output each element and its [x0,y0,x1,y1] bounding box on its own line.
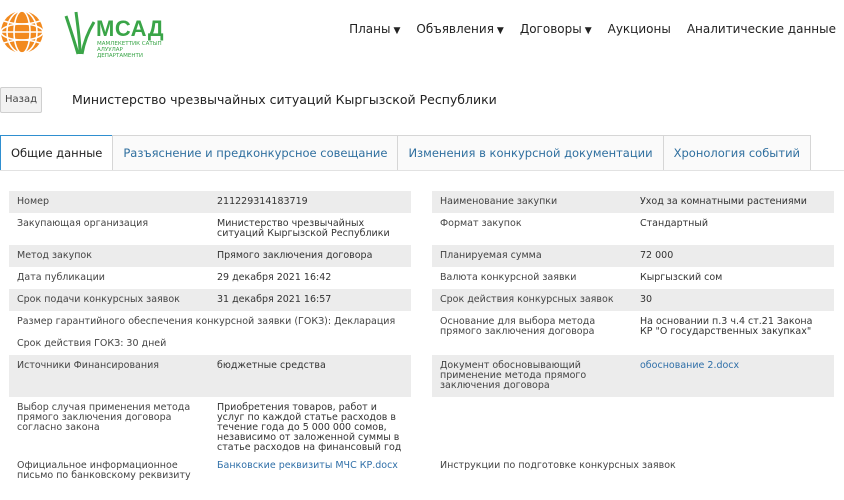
chevron-down-icon: ▼ [584,26,592,36]
label-instructions: Инструкции по подготовке конкурсных заявок [440,460,676,471]
row-financing [9,355,411,397]
value-deadline: 31 декабря 2021 16:57 [217,294,332,305]
row-basis [432,311,834,355]
nav-contracts[interactable] [512,22,600,36]
nav-auctions-label: Аукционы [607,22,671,36]
row-justification-doc [432,355,834,397]
row-number [9,191,411,213]
row-instructions [432,455,834,477]
back-button[interactable]: Назад [0,87,42,113]
left-details [9,191,411,487]
nav-analytics-label: Аналитические данные [686,22,836,36]
nav-analytics[interactable] [679,22,844,36]
row-gokz-term: Срок действия ГОКЗ: 30 дней [17,338,167,349]
label-method: Метод закупок [17,250,92,261]
label-basis: Основание для выбора метода прямого заключения договора [440,316,596,337]
logo-subtitle: МАМЛЕКЕТТИК САТЫП АЛУУЛАР ДЕПАРТАМЕНТИ [97,41,162,59]
globe-logo-icon[interactable] [0,7,48,57]
row-organization [9,213,411,245]
row-case [9,397,411,455]
logo-title[interactable]: МСАД [96,16,165,41]
row-format [432,213,834,245]
value-organization: Министерство чрезвычайных ситуаций Кыргызской Республики [217,218,390,239]
justification-doc-link[interactable]: обоснование 2.docx [640,360,740,371]
value-basis: На основании п.3 ч.4 ст.21 Закона КР "О государственных закупках" [640,316,813,337]
row-method [9,245,411,267]
label-validity: Срок действия конкурсных заявок [440,294,614,305]
value-number: 211229314183719 [217,196,308,207]
row-planned-sum [432,245,834,267]
row-letter [9,455,411,487]
value-publication-date: 29 декабря 2021 16:42 [217,272,332,283]
site-header [0,0,844,64]
right-details [432,191,834,477]
label-organization: Закупающая организация [17,218,149,229]
bank-details-link[interactable]: Банковские реквизиты МЧС КР.docx [217,460,398,471]
value-currency: Кыргызский сом [640,272,723,283]
row-publication-date [9,267,411,289]
row-currency [432,267,834,289]
tab-clarification[interactable]: Разъяснение и предконкурсное совещание [112,135,398,171]
value-validity: 30 [640,294,653,305]
label-purchase-name: Наименование закупки [440,196,558,207]
nav-announcements[interactable] [408,22,511,36]
tab-general[interactable]: Общие данные [0,135,113,171]
row-gokz: Размер гарантийного обеспечения конкурсной заявки (ГОКЗ): Декларация [17,316,396,327]
value-method: Прямого заключения договора [217,250,373,261]
label-planned-sum: Планируемая сумма [440,250,542,261]
label-number: Номер [17,196,49,207]
value-justification-doc [632,355,834,397]
nav-auctions[interactable] [600,22,679,36]
label-financing: Источники Финансирования [17,360,159,371]
msad-leaf-icon[interactable] [64,10,98,56]
page-title: Министерство чрезвычайных ситуаций Кыргызской Республики [72,92,497,107]
label-format: Формат закупок [440,218,522,229]
row-spacer [432,397,834,455]
nav-contracts-label: Договоры [519,22,582,36]
chevron-down-icon: ▼ [496,26,504,36]
value-case: Приобретения товаров, работ и услуг по каждой статье расходов в течение года до 5 000 000 сомов, независимо от заложенной суммы в статье расходов на финансовый год [217,402,402,453]
nav-plans-label: Планы [349,22,391,36]
row-deadline [9,289,411,311]
label-letter: Официальное информационное письмо по банковскому реквизиту [17,460,191,481]
tabs-divider [0,170,844,171]
label-deadline: Срок подачи конкурсных заявок [17,294,180,305]
tab-changes[interactable]: Изменения в конкурсной документации [397,135,663,171]
label-justification-doc: Документ обосновывающий применение метода прямого заключения договора [440,360,587,391]
label-publication-date: Дата публикации [17,272,105,283]
value-letter [209,455,411,487]
value-format: Стандартный [640,218,709,229]
row-validity [432,289,834,311]
value-planned-sum: 72 000 [640,250,674,261]
chevron-down-icon: ▼ [393,26,401,36]
nav-announcements-label: Объявления [416,22,494,36]
label-currency: Валюта конкурсной заявки [440,272,577,283]
tab-timeline[interactable]: Хронология событий [663,135,811,171]
label-case: Выбор случая применения метода прямого заключения договора согласно закона [17,402,191,433]
value-purchase-name: Уход за комнатными растениями [640,196,807,207]
nav-plans[interactable] [341,22,408,36]
value-financing: бюджетные средства [217,360,326,371]
row-purchase-name [432,191,834,213]
main-nav [341,22,844,36]
tab-bar [0,135,810,171]
